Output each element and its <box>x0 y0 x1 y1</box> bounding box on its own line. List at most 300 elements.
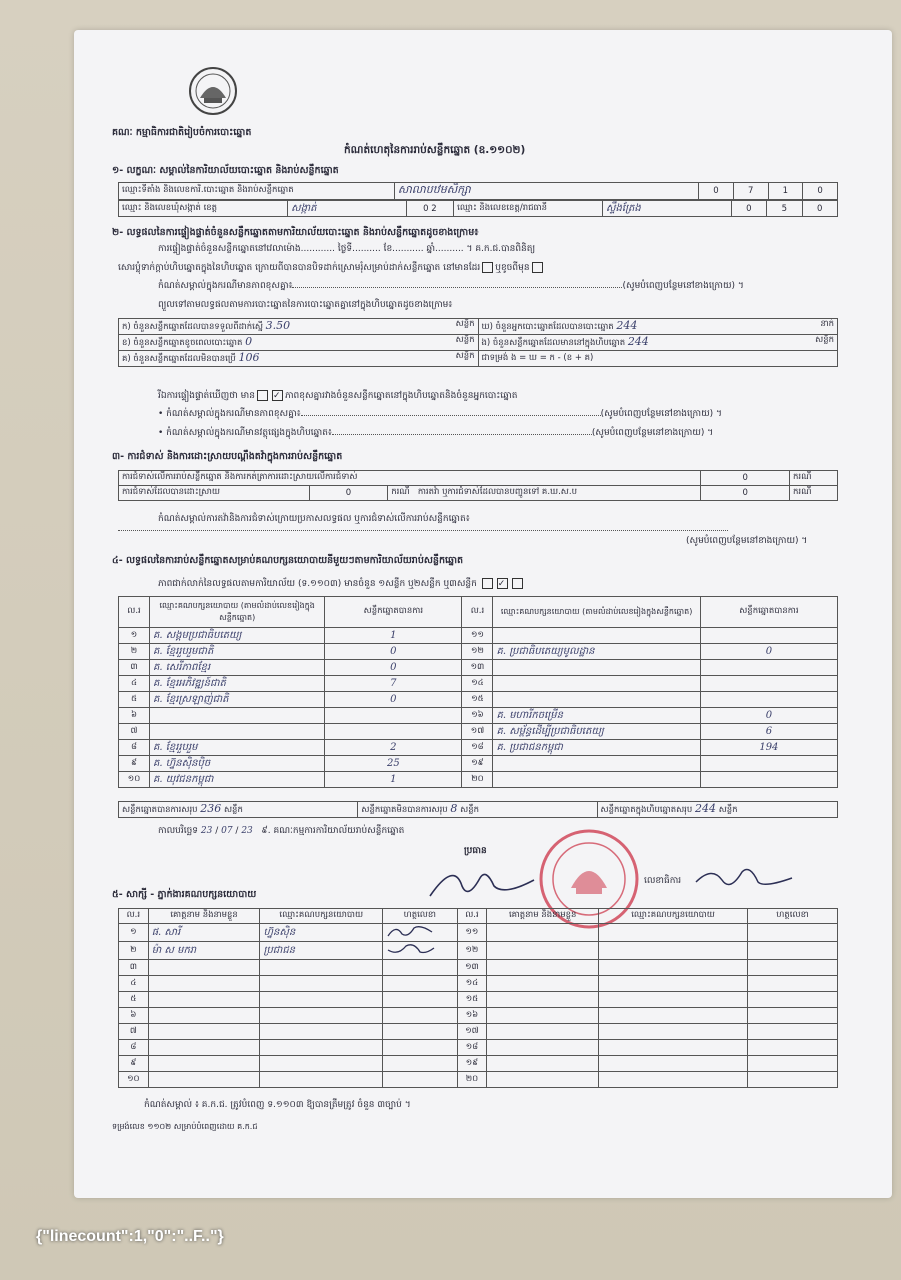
witness-row <box>119 960 838 976</box>
row-party-left <box>150 644 325 660</box>
witness-row <box>119 1056 838 1072</box>
chief-label: ៩. គណៈកម្មការការិយាល័យរាប់សន្លឹកឆ្នោត <box>261 826 405 836</box>
code2-2: 0 <box>802 201 837 217</box>
sec5-h-name-right: គោត្តនាម និងនាមខ្លួន <box>487 909 599 924</box>
checkbox-1sheet[interactable] <box>482 578 493 589</box>
sec4-body <box>119 628 838 788</box>
sec4-title: ៤- លទ្ធផលនៃការរាប់សន្លឹកឆ្នោតសម្រាប់គណបក្សនយោបាយនីមួយៗតាមការិយាល័យរាប់សន្លឹកឆ្នោត <box>112 555 464 566</box>
witness-no-right: ១៥ <box>457 992 487 1008</box>
witness-name-left <box>148 960 260 976</box>
witness-no-left: ៧ <box>119 1024 149 1040</box>
row-no-right: ១២ <box>462 644 493 660</box>
witness-sign-right <box>747 924 837 942</box>
witness-name-left <box>148 992 260 1008</box>
row-votes-left-text: 2 <box>390 742 397 753</box>
sec2-line2 <box>118 262 545 274</box>
row-votes-right <box>700 644 837 660</box>
witness-name-right <box>487 1024 599 1040</box>
secretary-label: លេខាធិការ <box>644 876 682 886</box>
sec3-r2-val: 0 <box>309 486 388 501</box>
witness-party-right <box>599 1040 748 1056</box>
witness-no-left: ៤ <box>119 976 149 992</box>
total-valid-label: សន្លឹកឆ្នោតបានការសរុប <box>122 805 198 815</box>
result-row <box>119 660 838 676</box>
row-votes-left <box>325 772 462 788</box>
row-party-left <box>150 756 325 772</box>
row-party-left <box>150 628 325 644</box>
code2-1: 5 <box>767 201 802 217</box>
count-b-value: 0 <box>245 335 253 348</box>
row-party-right <box>493 628 700 644</box>
row-party-left-text: គ. ខ្មែរអភិវឌ្ឍន៍ជាតិ <box>153 678 226 689</box>
row-no-right: ១៣ <box>462 660 493 676</box>
code1-0: 0 <box>699 183 734 200</box>
row-party-left-text: គ. ខ្មែររួបរួមជាតិ <box>153 646 214 657</box>
row-votes-right-text: 6 <box>765 726 773 737</box>
witness-party-left <box>260 1072 383 1088</box>
sec3-r1-unit: ករណី <box>790 471 838 486</box>
code1-3: 0 <box>803 183 838 200</box>
witness-party-left <box>260 1040 383 1056</box>
row-no-right: ១៩ <box>462 756 493 772</box>
hw-place: សាលាបឋមសិក្សា <box>397 183 471 196</box>
row-votes-left-text: 0 <box>390 694 397 705</box>
witness-party-right <box>599 992 748 1008</box>
sec5-h-sign-left: ហត្ថលេខា <box>383 909 458 924</box>
count-d-unit: នាក់ <box>820 319 834 329</box>
code2-0: 0 <box>731 201 766 217</box>
witness-name-left-text: ផ. សារី <box>151 927 181 938</box>
row-votes-right <box>700 740 837 756</box>
ocr-overlay-text: {"linecount":1,"0":"..F.."} <box>36 1228 224 1245</box>
row-no-left: ៩ <box>119 756 150 772</box>
row-party-right <box>493 724 700 740</box>
row-votes-left-text: 1 <box>390 774 397 785</box>
witness-no-left: ១០ <box>119 1072 149 1088</box>
sec4-h-party-right: ឈ្មោះគណបក្សនយោបាយ (តាមលំដាប់លេខរៀងក្នុងសន្លឹកឆ្នោត) <box>493 597 700 628</box>
row-no-left: ៤ <box>119 676 150 692</box>
sec1-table <box>118 182 838 200</box>
sec5-h-name-left: គោត្តនាម និងនាមខ្លួន <box>148 909 260 924</box>
org-name: គណៈ កម្មាធិការជាតិរៀបចំការបោះឆ្នោត <box>112 127 252 138</box>
row-party-left <box>150 692 325 708</box>
row-votes-left <box>325 676 462 692</box>
sec2-line1: ការផ្ទៀងផ្ទាត់ចំនួនសន្លឹកឆ្នោតនៅវេលាម៉ោង............ ថ្ងៃទី.......... ខែ........... ឆ្នាំ.......... ។ គ.ក.ជ.បានពិនិត្យ <box>158 244 536 254</box>
witness-name-right <box>487 1040 599 1056</box>
total-valid-unit: សន្លឹក <box>223 805 243 815</box>
row-party-left <box>150 660 325 676</box>
witness-party-left <box>260 942 383 960</box>
witness-row <box>119 1040 838 1056</box>
count-c-unit: សន្លឹក <box>455 351 475 361</box>
count-b-label: ខ) ចំនួនសន្លឹកឆ្នោតខូចពេលបោះឆ្នោត <box>122 338 243 348</box>
witness-no-left: ២ <box>119 942 149 960</box>
row-party-left-text: គ. យុវជនកម្ពុជា <box>153 774 214 785</box>
row-party-right <box>493 756 700 772</box>
witness-party-right <box>599 976 748 992</box>
checkbox-3sheet[interactable] <box>512 578 523 589</box>
witness-row <box>119 942 838 960</box>
witness-sign-left <box>383 1072 458 1088</box>
row-votes-left <box>325 740 462 756</box>
witness-sign-right <box>747 960 837 976</box>
sec2-intro: ព្យួលទៅតាមលទ្ធផលតាមការបោះឆ្នោតនៃការបោះឆ្នោតគ្នានៅក្នុងហិបឆ្នោតដូចខាងក្រោម៖ <box>158 300 453 310</box>
row-party-right-text: គ. ប្រជាធិបតេយ្យមូលដ្ឋាន <box>496 646 595 657</box>
count-b-unit: សន្លឹក <box>455 335 475 345</box>
witness-no-right: ១៣ <box>457 960 487 976</box>
count-e-row <box>478 335 838 351</box>
sec5-h-party-left: ឈ្មោះគណបក្សនយោបាយ <box>260 909 383 924</box>
code1-1: 7 <box>733 183 768 200</box>
witness-no-left: ៨ <box>119 1040 149 1056</box>
date-label: កាលបរិច្ឆេទ <box>158 826 198 836</box>
witness-party-left <box>260 1024 383 1040</box>
row-no-right: ១៤ <box>462 676 493 692</box>
sec4-h-party-left: ឈ្មោះគណបក្សនយោបាយ (តាមលំដាប់លេខរៀងក្នុងសន្លឹកឆ្នោត) <box>150 597 325 628</box>
result-row <box>119 708 838 724</box>
witness-no-left: ៣ <box>119 960 149 976</box>
form-paper <box>74 30 892 1198</box>
row-no-left: ១ <box>119 628 150 644</box>
row-votes-left-text: 1 <box>390 630 397 641</box>
witness-sign-right <box>747 1024 837 1040</box>
witness-name-right <box>487 976 599 992</box>
sec3-dotline <box>118 530 728 531</box>
witness-no-right: ១១ <box>457 924 487 942</box>
witness-party-left <box>260 992 383 1008</box>
row-party-left <box>150 740 325 756</box>
witness-no-right: ១២ <box>457 942 487 960</box>
witness-no-left: ៥ <box>119 992 149 1008</box>
row-party-right <box>493 660 700 676</box>
witness-sign-left <box>383 960 458 976</box>
witness-party-left <box>260 976 383 992</box>
count-e-unit: សន្លឹក <box>815 335 834 345</box>
witness-name-left <box>148 942 260 960</box>
witness-row <box>119 992 838 1008</box>
sec2-line2-text: សោរប្លុំទាក់ក្ដាប់ហិបឆ្នោតក្នុងនៃហិបឆ្នោត ក្រោយពីបានបានបិទដាក់ស្រោមរុំសម្រាប់ដាក់សន្លឹកឆ្នោត នៅមានដែរ <box>118 263 481 273</box>
row-party-right <box>493 740 700 756</box>
footer-bottom: ទម្រង់លេខ ១១០២ សម្រាប់បំពេញដោយ គ.ក.ជ <box>112 1122 258 1131</box>
count-e-value: 244 <box>627 335 649 348</box>
sec1-title: ១- លក្ខណៈ សម្គាល់នៃការិយាល័យបោះឆ្នោត និងរាប់សន្លឹកឆ្នោត <box>112 165 339 176</box>
sec3-suffix: (សូមបំពេញបន្ថែមនៅខាងក្រោយ) ។ <box>686 536 808 546</box>
witness-sign-right <box>747 1008 837 1024</box>
witness-no-right: ១៦ <box>457 1008 487 1024</box>
row-votes-left-text: 0 <box>390 662 397 673</box>
checkbox-intact[interactable] <box>482 262 493 273</box>
witness-name-right <box>487 924 599 942</box>
sec2-note-suffix: (សូមបំពេញបន្ថែមនៅខាងក្រោយ) ។ <box>622 281 744 291</box>
sec4-h-votes-right: សន្លឹកឆ្នោតបានការ <box>700 597 837 628</box>
row-votes-right-text: 0 <box>765 646 773 657</box>
sec3-note: កំណត់សម្គាល់ការតវ៉ានិងការជំទាស់ក្រោយប្រកាសលទ្ធផល ឬការជំទាស់លើការរាប់សន្លឹកឆ្នោត៖ <box>158 514 470 524</box>
formula: ជាទម្រង់ ង = ឃ = ក - (ខ + គ) <box>478 351 838 367</box>
witness-no-right: ២០ <box>457 1072 487 1088</box>
row-no-left: ៦ <box>119 708 150 724</box>
row-votes-left-text: 0 <box>390 646 397 657</box>
witness-no-right: ១៧ <box>457 1024 487 1040</box>
witness-sign-left <box>383 1040 458 1056</box>
witness-no-right: ១៨ <box>457 1040 487 1056</box>
witness-name-right <box>487 942 599 960</box>
count-d-label: ឃ) ចំនួនអ្នកបោះឆ្នោតដែលបានបោះឆ្នោត <box>481 322 614 332</box>
sec4-h-votes-left: សន្លឹកឆ្នោតបានការ <box>325 597 462 628</box>
sec3-r2b-val: 0 <box>701 486 790 501</box>
row-party-left-text: គ. សង្គមប្រជាធិបតេយ្យ <box>153 630 242 641</box>
witness-sign-left <box>383 976 458 992</box>
count-e-label: ង) ចំនួនសន្លឹកឆ្នោតដែលមាននៅក្នុងហិបឆ្នោត <box>481 338 626 348</box>
nec-emblem-icon <box>186 66 240 116</box>
row-votes-right <box>700 676 837 692</box>
row-votes-right <box>700 772 837 788</box>
row-votes-left <box>325 628 462 644</box>
sec5-h-party-right: ឈ្មោះគណបក្សនយោបាយ <box>599 909 748 924</box>
count-a-row <box>119 319 479 335</box>
count-b-row <box>119 335 479 351</box>
hw-commune: សង្កាត់ <box>291 203 317 214</box>
row-party-left <box>150 772 325 788</box>
date-year: 23 <box>241 826 253 836</box>
witness-party-left <box>260 1056 383 1072</box>
row-votes-left-text: 7 <box>390 678 397 689</box>
row-no-right: ១៥ <box>462 692 493 708</box>
total-invalid-value: 8 <box>450 802 458 815</box>
witness-name-left <box>148 1024 260 1040</box>
witness-name-left <box>148 1040 260 1056</box>
sec2-check-text: រីឯការផ្ទៀងផ្ទាត់ឃើញថា មាន <box>158 391 255 401</box>
row-party-right <box>493 692 700 708</box>
row-party-right-text: គ. សម្ព័ន្ធដើម្បីប្រជាធិបតេយ្យ <box>496 726 604 737</box>
sec5-h-no-left: ល.រ <box>119 909 149 924</box>
witness-party-left-text: ហ្វ៊ុនស៊ិន <box>263 927 296 938</box>
row-votes-right <box>700 756 837 772</box>
sec4-h-no-left: ល.រ <box>119 597 150 628</box>
row-party-left <box>150 676 325 692</box>
witness-sign-right <box>747 1040 837 1056</box>
chair-label: ប្រធាន <box>464 846 487 856</box>
witness-sign-right <box>747 1072 837 1088</box>
row-no-right: ១៧ <box>462 724 493 740</box>
row-no-right: ១៦ <box>462 708 493 724</box>
witness-sign-left <box>383 942 458 960</box>
witness-row <box>119 976 838 992</box>
count-c-row <box>119 351 479 367</box>
sec1-row2-mid: ឈ្មោះ និងលេខខេត្ត/រាជធានី <box>454 201 603 217</box>
sec3-r1: ការជំទាស់លើការរាប់សន្លឹកឆ្នោត និងការកត់ត្រាការដោះស្រាយលើការជំទាស់ <box>119 471 701 486</box>
row-party-left-text: គ. ខ្មែររួបរួម <box>153 742 198 753</box>
sec2-bullet2-suffix: (សូមបំពេញបន្ថែមនៅខាងក្រោយ) ។ <box>591 428 714 438</box>
witness-name-left <box>148 1056 260 1072</box>
witness-row <box>119 1008 838 1024</box>
witness-row <box>119 1024 838 1040</box>
sec4-results-table <box>118 596 838 788</box>
sec5-h-no-right: ល.រ <box>457 909 487 924</box>
witness-name-left <box>148 976 260 992</box>
count-a-unit: សន្លឹក <box>455 319 475 329</box>
sec2-note-text: កំណត់សម្គាល់ក្នុងករណីមានភាពខុសគ្នា៖ <box>158 281 293 291</box>
total-box-unit: សន្លឹក <box>718 805 738 815</box>
total-box-label: សន្លឹកឆ្នោតក្នុងហិបឆ្នោតសរុប <box>600 805 693 815</box>
row-votes-right <box>700 660 837 676</box>
count-a-value: 3.50 <box>265 319 291 332</box>
total-valid-value: 236 <box>200 802 222 815</box>
witness-sign-right <box>747 976 837 992</box>
sec2-counts-table <box>118 318 838 367</box>
row-party-right <box>493 644 700 660</box>
witness-name-right <box>487 1056 599 1072</box>
row-votes-right <box>700 724 837 740</box>
witness-sign-left <box>383 1024 458 1040</box>
row-party-right <box>493 772 700 788</box>
sec3-r2-unit: ករណី <box>391 487 410 497</box>
count-c-label: គ) ចំនួនសន្លឹកឆ្នោតដែលមិនបានប្រើ <box>122 354 236 364</box>
sec3-r2b-unit: ករណី <box>790 486 838 501</box>
row-votes-left <box>325 692 462 708</box>
witness-party-right <box>599 960 748 976</box>
count-d-value: 244 <box>616 319 638 332</box>
count-c-value: 106 <box>238 351 260 364</box>
witness-party-right <box>599 942 748 960</box>
result-row <box>119 628 838 644</box>
witness-no-left: ៦ <box>119 1008 149 1024</box>
sec2-bullet1-line <box>158 409 722 420</box>
witness-name-left <box>148 924 260 942</box>
witness-sign-right <box>747 1056 837 1072</box>
row-votes-right-text: 0 <box>765 710 773 721</box>
secretary-signature-icon <box>692 858 812 898</box>
row-party-right-text: គ. មហារីកចម្រើន <box>496 710 563 721</box>
witness-name-right <box>487 992 599 1008</box>
sec1-table-2 <box>118 200 838 217</box>
count-d-row <box>478 319 838 335</box>
witness-party-right <box>599 1024 748 1040</box>
row-no-left: ១០ <box>119 772 150 788</box>
witness-row <box>119 924 838 942</box>
witness-party-left <box>260 960 383 976</box>
row-no-right: ២០ <box>462 772 493 788</box>
checkbox-has[interactable] <box>257 390 268 401</box>
sec2-title: ២- លទ្ធផលនៃការផ្ទៀងផ្ទាត់ចំនួនសន្លឹកឆ្នោតតាមការិយាល័យបោះឆ្នោត និងរាប់សន្លឹកឆ្នោតដូចខាងក្រោម៖ <box>112 227 479 238</box>
row-votes-right <box>700 628 837 644</box>
witness-sign-left <box>383 924 458 942</box>
witness-sign-right <box>747 992 837 1008</box>
witness-party-right <box>599 1056 748 1072</box>
sec5-witness-table <box>118 908 838 1088</box>
sec2-check-tail: ភាពខុសគ្នារវាងចំនួនសន្លឹកឆ្នោតនៅក្នុងហិបឆ្នោតនិងចំនួនអ្នកបោះឆ្នោត <box>284 391 518 401</box>
row-party-right <box>493 676 700 692</box>
sec4-sub-line <box>158 578 525 590</box>
row-party-left-text: គ. ហ្វ៊ុនស៊ិនប៉ិច <box>153 758 211 769</box>
sec1-row2-label: ឈ្មោះ និងលេខឃុំសង្កាត់ ខេត្ត <box>119 201 288 217</box>
witness-sign-left <box>383 1056 458 1072</box>
witness-no-left: ១ <box>119 924 149 942</box>
hw-n02: 0 2 <box>406 201 454 217</box>
sec2-bullet1-suffix: (សូមបំពេញបន្ថែមនៅខាងក្រោយ) ។ <box>600 409 722 419</box>
row-party-left-text: គ. សេរីភាពខ្មែរ <box>153 662 211 673</box>
sec5-title: ៥- សាក្សី - ភ្នាក់ងារគណបក្សនយោបាយ <box>112 889 257 900</box>
checkbox-broken[interactable] <box>532 262 543 273</box>
result-row <box>119 740 838 756</box>
row-no-left: ៨ <box>119 740 150 756</box>
witness-party-right <box>599 1072 748 1088</box>
sec4-totals <box>118 801 838 818</box>
witness-name-right <box>487 1072 599 1088</box>
result-row <box>119 644 838 660</box>
row-party-right-text: គ. ប្រជាជនកម្ពុជា <box>496 742 563 753</box>
sec2-opt-yes: ឬខូចពីមុន <box>495 263 530 273</box>
witness-signature-icon <box>386 942 436 956</box>
witness-party-right <box>599 1008 748 1024</box>
witness-sign-left <box>383 992 458 1008</box>
row-no-left: ២ <box>119 644 150 660</box>
result-row <box>119 756 838 772</box>
form-title: កំណត់ហេតុនៃការរាប់សន្លឹកឆ្នោត (ឧ.១១០២) <box>344 144 526 156</box>
row-party-left <box>150 724 325 740</box>
row-no-left: ៣ <box>119 660 150 676</box>
row-votes-right-text: 194 <box>759 742 779 753</box>
witness-sign-right <box>747 942 837 960</box>
result-row <box>119 724 838 740</box>
row-no-right: ១៨ <box>462 740 493 756</box>
total-box-cell <box>597 802 837 818</box>
row-votes-right <box>700 708 837 724</box>
witness-name-right <box>487 1008 599 1024</box>
checkbox-2sheet[interactable]: ✓ <box>497 578 508 589</box>
sec2-check-line <box>158 390 517 402</box>
sec3-r1-val: 0 <box>701 471 790 486</box>
witness-sign-left <box>383 1008 458 1024</box>
sec2-note <box>158 281 744 292</box>
result-row <box>119 772 838 788</box>
result-row <box>119 676 838 692</box>
sec4-sub: ភាពជាក់លាក់នៃលទ្ធផលតាមការិយាល័យ (ទ.១១០៣) មានចំនួន ១សន្លឹក ឬ២សន្លឹក ឬ៣សន្លឹក <box>158 579 477 589</box>
row-votes-left-text: 25 <box>386 758 400 769</box>
witness-name-left-text: ម៉ា ស មករា <box>151 945 197 956</box>
row-votes-left <box>325 708 462 724</box>
row-votes-right <box>700 692 837 708</box>
sec2-bullet1: • កំណត់សម្គាល់ក្នុងករណីមានភាពខុសគ្នា៖ <box>158 409 301 419</box>
witness-name-left <box>148 1072 260 1088</box>
witness-no-right: ១៩ <box>457 1056 487 1072</box>
row-no-left: ៧ <box>119 724 150 740</box>
row-votes-left <box>325 660 462 676</box>
total-box-value: 244 <box>694 802 716 815</box>
sec2-bullet2: • កំណត់សម្គាល់ក្នុងករណីមានវត្ថុផ្សេងក្នុងហិបឆ្នោត៖ <box>158 428 332 438</box>
witness-party-right <box>599 924 748 942</box>
witness-party-left-text: ប្រជាជន <box>263 945 296 956</box>
witness-no-right: ១៤ <box>457 976 487 992</box>
witness-no-left: ៩ <box>119 1056 149 1072</box>
total-valid-cell <box>119 802 358 818</box>
row-no-left: ៥ <box>119 692 150 708</box>
code1-2: 1 <box>768 183 803 200</box>
total-invalid-unit: សន្លឹក <box>460 805 479 815</box>
sec1-row1-label: ឈ្មោះទីតាំង និងលេខការិ.បោះឆ្នោត និងរាប់សន្លឹកឆ្នោត <box>119 183 395 200</box>
date-line: កាលបរិច្ឆេទ 23 / 07 / 23 ៩. គណៈកម្មការការិយាល័យរាប់សន្លឹកឆ្នោត <box>158 826 405 836</box>
witness-name-left <box>148 1008 260 1024</box>
row-votes-left <box>325 724 462 740</box>
sec3-r2b-text: ការតវ៉ា ឬការជំទាស់ដែលបានបញ្ជូនទៅ គ.ឃ.ស.ប <box>417 487 578 497</box>
sec3-table <box>118 470 838 501</box>
witness-name-right <box>487 960 599 976</box>
checkbox-none[interactable]: ✓ <box>272 390 283 401</box>
sec3-r2: ការជំទាស់ដែលបានដោះស្រាយ <box>119 486 310 501</box>
witness-party-left <box>260 924 383 942</box>
sec5-body <box>119 924 838 1088</box>
date-day: 23 <box>200 826 213 836</box>
row-party-left-text: គ. ខ្មែរស្រឡាញ់ជាតិ <box>153 694 229 705</box>
